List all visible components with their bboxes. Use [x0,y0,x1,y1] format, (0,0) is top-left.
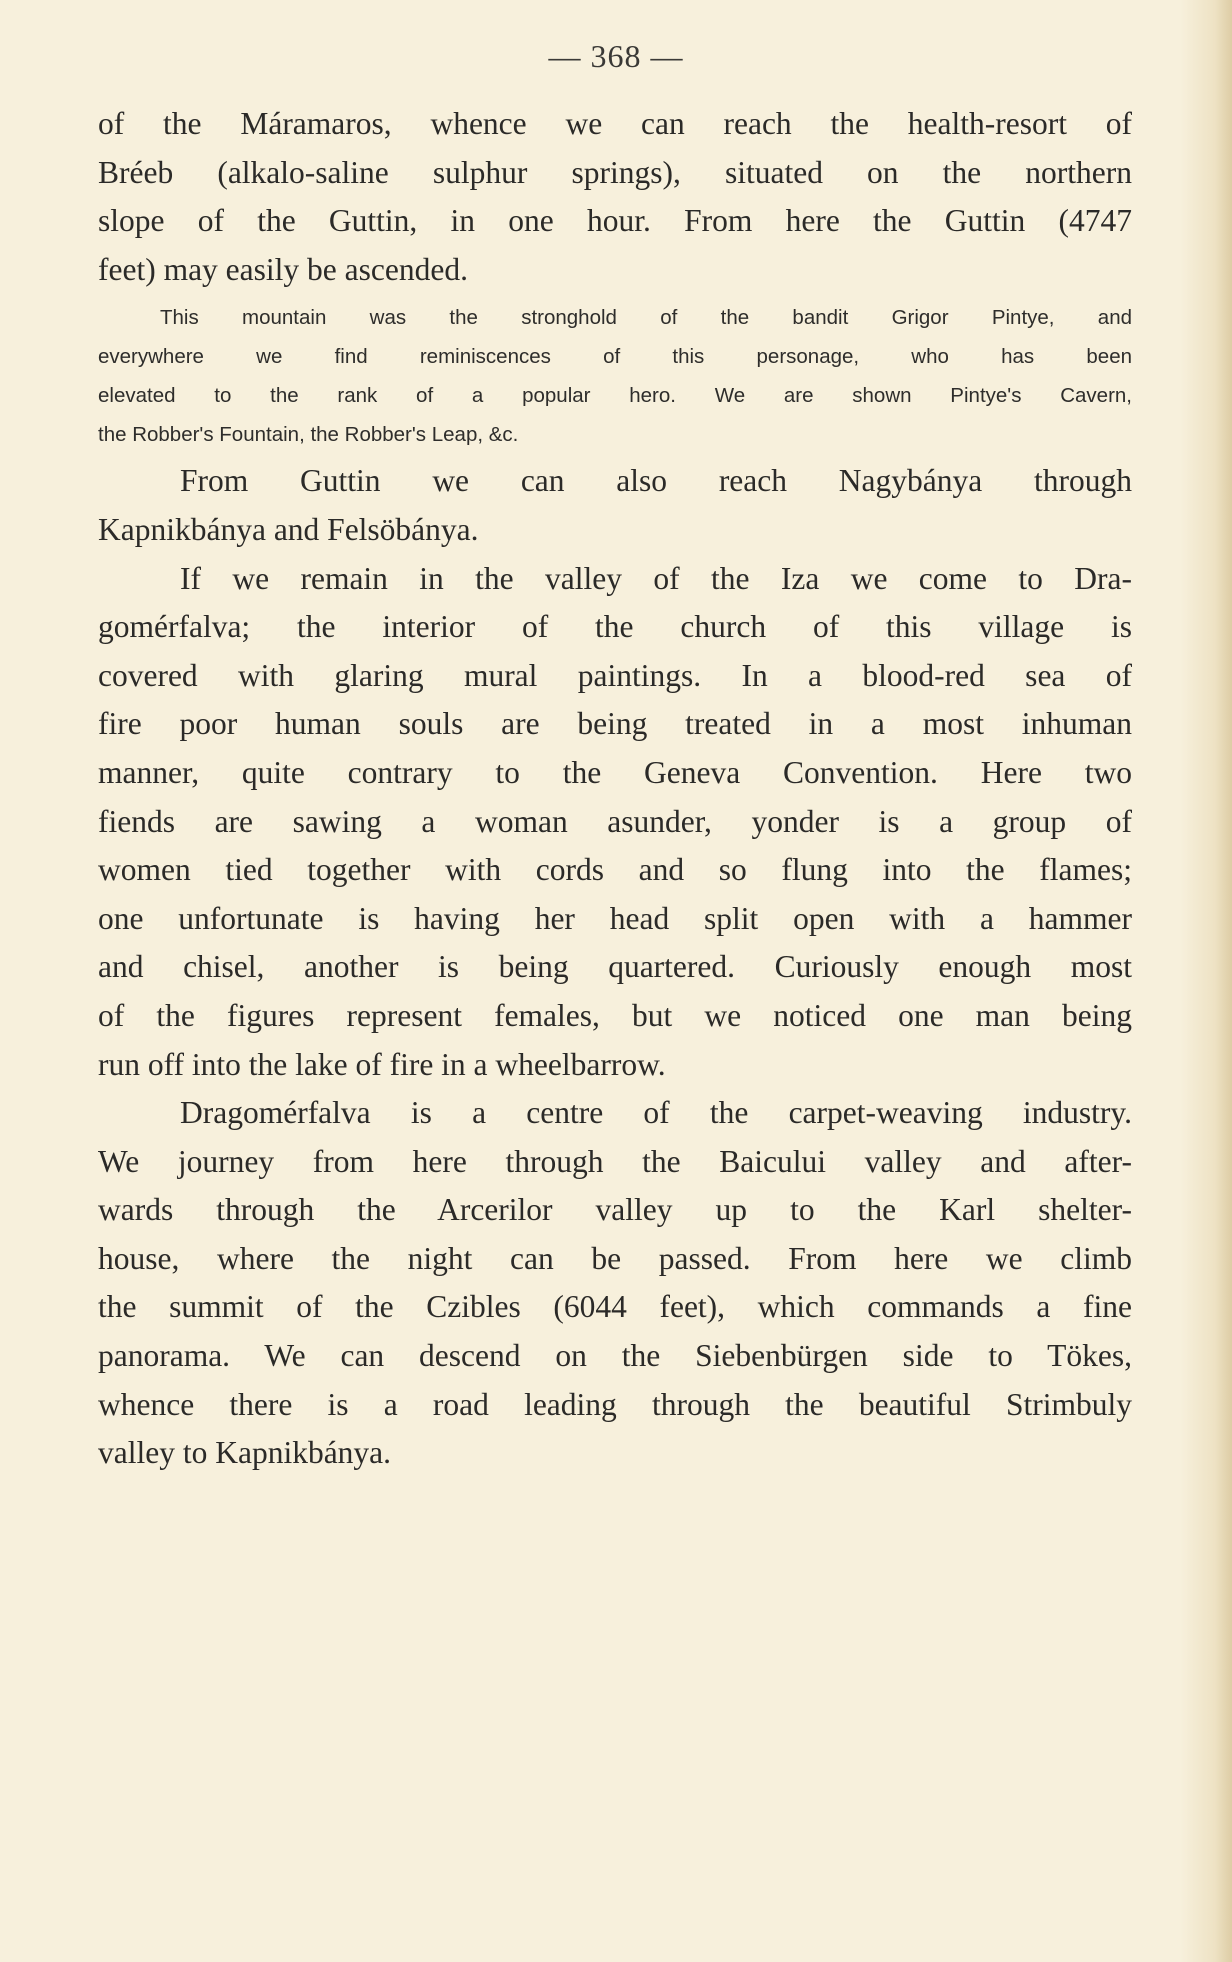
text-line: women tied together with cords and so flung into the flames; [98,852,1132,888]
paragraph-1 [98,100,1132,294]
note-line: elevated to the rank of a popular hero. We are shown Pintye's Cavern, [98,384,1132,408]
page-number: — 368 — [548,38,684,74]
text-line: panorama. We can descend on the Siebenbürgen side to Tökes, [98,1338,1132,1374]
text-line: From Guttin we can also reach Nagybánya through [180,463,1132,499]
text-line: fire poor human souls are being treated in a most inhuman [98,706,1132,742]
text-line: the summit of the Czibles (6044 feet), which commands a fine [98,1289,1132,1325]
text-line: If we remain in the valley of the Iza we come to Dra- [180,560,1132,596]
text-line: covered with glaring mural paintings. In a blood-red sea of [98,657,1132,693]
text-line: of the Máramaros, whence we can reach the health-resort of [98,106,1132,141]
text-line: Kapnikbánya and Felsöbánya. [98,511,479,547]
text-line: run off into the lake of fire in a wheelbarrow. [98,1046,666,1082]
text-line: Dragomérfalva is a centre of the carpet-weaving industry. [180,1095,1132,1131]
small-print-note [98,298,1132,454]
text-line: one unfortunate is having her head split open with a hammer [98,900,1132,936]
text-line: Bréeb (alkalo-saline sulphur springs), situated on the northern [98,154,1132,190]
text-line: feet) may easily be ascended. [98,251,468,287]
text-line: manner, quite contrary to the Geneva Convention. Here two [98,754,1132,790]
text-line: gomérfalva; the interior of the church of this village is [98,609,1132,645]
paragraph-4 [98,1089,1132,1478]
body-text [98,100,1132,1478]
text-line: and chisel, another is being quartered. Curiously enough most [98,949,1132,985]
text-line: slope of the Guttin, in one hour. From here the Guttin (4747 [98,203,1132,239]
note-line: This mountain was the stronghold of the bandit Grigor Pintye, and [160,306,1132,330]
paragraph-3 [98,555,1132,1090]
text-line: fiends are sawing a woman asunder, yonder is a group of [98,803,1132,839]
text-line: wards through the Arcerilor valley up to the Karl shelter- [98,1192,1132,1228]
text-line: valley to Kapnikbánya. [98,1435,392,1471]
note-line: the Robber's Fountain, the Robber's Leap, &c. [98,423,519,447]
paragraph-2 [98,457,1132,554]
text-line: house, where the night can be passed. From here we climb [98,1240,1132,1276]
note-line: everywhere we find reminiscences of this personage, who has been [98,345,1132,369]
text-line: whence there is a road leading through the beautiful Strimbuly [98,1386,1132,1422]
text-line: of the figures represent females, but we noticed one man being [98,997,1132,1033]
text-line: We journey from here through the Baicului valley and after- [98,1143,1132,1179]
